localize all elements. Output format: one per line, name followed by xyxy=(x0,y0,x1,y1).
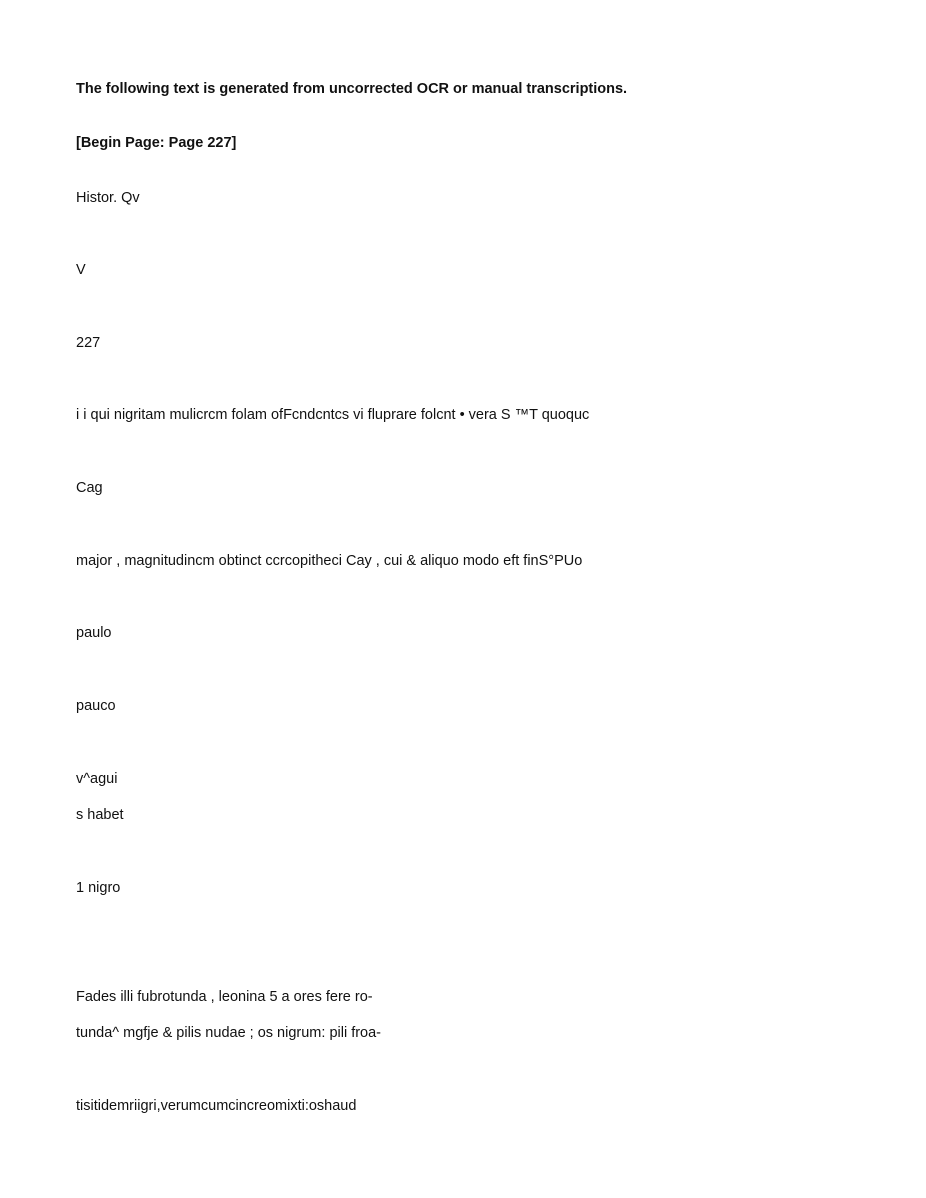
text-line: Histor. Qv xyxy=(76,190,140,206)
text-line: tisitidemriigri,verumcumcincreomixti:oshaud xyxy=(76,1098,357,1114)
text-line: v^agui xyxy=(76,771,118,787)
page-marker: [Begin Page: Page 227] xyxy=(76,135,237,151)
text-line: major , magnitudincm obtinct ccrcopitheci Cay , cui & aliquo modo eft finS°PUo xyxy=(76,553,583,569)
text-line: paulo xyxy=(76,625,112,641)
text-line: tunda^ mgfje & pilis nudae ; os nigrum: pili froa- xyxy=(76,1025,382,1041)
text-line: i i qui nigritam mulicrcm folam ofFcndcntcs vi fluprare folcnt • vera S ™T quoquc xyxy=(76,407,590,423)
text-line: 1 nigro xyxy=(76,880,121,896)
text-line: V xyxy=(76,262,86,278)
text-line: Cag xyxy=(76,480,103,496)
ocr-notice: The following text is generated from uncorrected OCR or manual transcriptions. xyxy=(76,81,628,97)
text-line: Fades illi fubrotunda , leonina 5 a ores fere ro- xyxy=(76,989,373,1005)
text-line: 227 xyxy=(76,335,101,351)
text-line: s habet xyxy=(76,807,124,823)
text-line: pauco xyxy=(76,698,116,714)
